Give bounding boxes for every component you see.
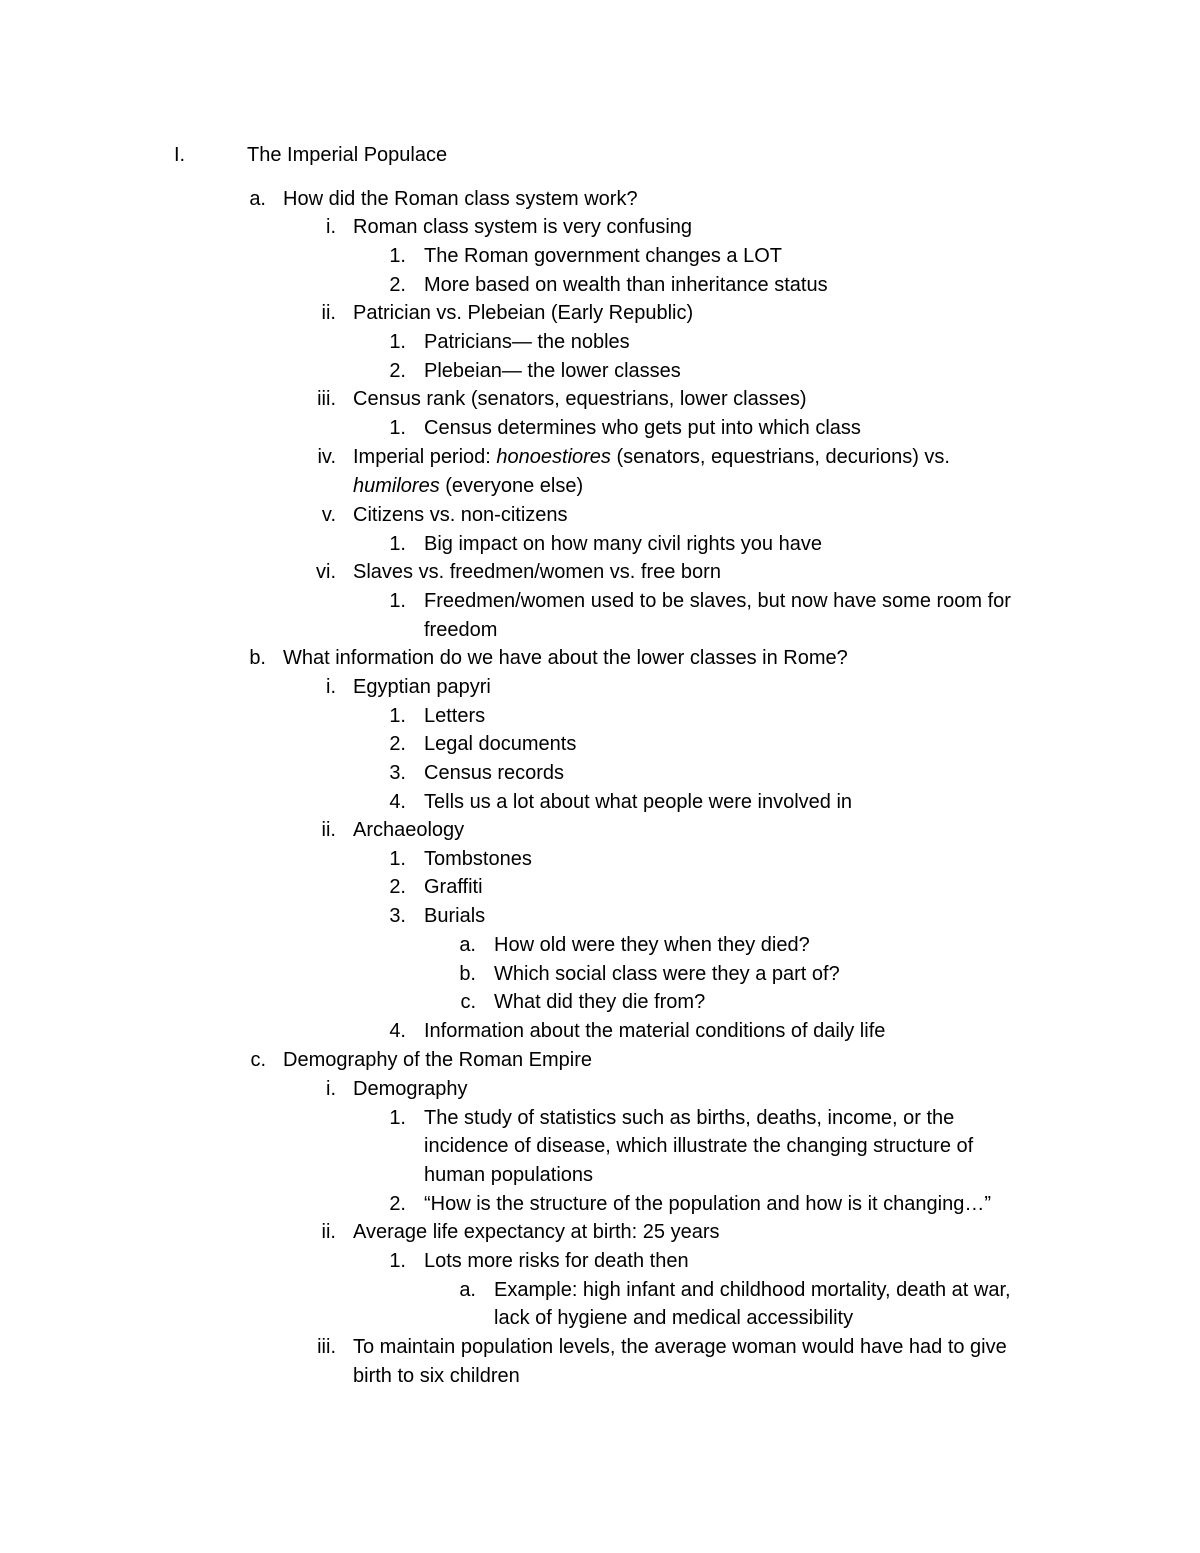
outline-number: i.: [326, 216, 336, 238]
outline-number: 1.: [389, 533, 406, 555]
outline-number: 2.: [389, 1193, 406, 1215]
outline-number: 1.: [389, 1107, 406, 1129]
outline-text: How did the Roman class system work?: [283, 188, 638, 210]
outline-text: Patricians— the nobles: [424, 331, 630, 353]
outline-text: Archaeology: [353, 819, 465, 841]
document-page: I. The Imperial Populace a. How did the Roman class system work? i. Roman class system is very confusing 1. The Roman government changes a LOT 2. More based on wealth than inheritance status ii. Patrician vs. Plebeian (Early Republic) 1. Patricians— the nobles 2. Plebeian— the lower classes iii. Census rank (senators, equestrians, lower classes) 1. Census determines who gets put into which class iv. Imperial period: honoestiores (senators, equestrians, decurions) vs. humilores (everyone else) v. Citizens vs. non-citizens 1. Big impact on how many civil rights you have vi. Slaves vs. freedmen/women vs. free born 1. Freedmen/women used to be slaves, but now have some room for freedom b. What information do we have about the lower classes in Rome? i. Egyptian papyri 1. Letters 2. Legal documents 3. Census records 4. Tells us a lot about what people were involved in ii. Archaeology 1. Tombstones 2. Graffiti 3. Burials a. How old were they when they died? b. Which social class were they a part of? c. What did they die from? 4. Information about the material conditions of daily life c. Demography of the Roman Empire i. Demography 1. The study of statistics such as births, deaths, income, or the incidence of disease, which illustrate the changing structure of human populations 2. “How is the structure of the population and how is it changing…” ii. Average life expectancy at birth: 25 years 1. Lots more risks for death then a. Example: high infant and childhood mortality, death at war, lack of hygiene and medical accessibility iii. To maintain population levels, the average woman would have had to give birth to six children: [174, 144, 1011, 1387]
outline-text: Citizens vs. non-citizens: [353, 504, 568, 526]
outline-number: c.: [250, 1049, 266, 1071]
outline-number: 4.: [389, 791, 406, 813]
outline-text: How old were they when they died?: [494, 934, 810, 956]
outline-text: Roman class system is very confusing: [353, 216, 693, 238]
outline-text: Big impact on how many civil rights you have: [424, 533, 822, 555]
outline-text: Which social class were they a part of?: [494, 963, 840, 985]
outline-text: Letters: [424, 705, 486, 727]
outline-text: Census records: [424, 762, 565, 784]
outline-text: Slaves vs. freedmen/women vs. free born: [353, 561, 721, 583]
outline-text: What information do we have about the lower classes in Rome?: [283, 647, 848, 669]
outline-text: The Roman government changes a LOT: [424, 245, 782, 267]
outline-text: Plebeian— the lower classes: [424, 360, 681, 382]
outline-text: Tells us a lot about what people were involved in: [424, 791, 853, 813]
outline-number: v.: [321, 504, 336, 526]
outline-number: 2.: [389, 360, 406, 382]
outline-number: 3.: [389, 905, 406, 927]
outline-text: Census determines who gets put into which class: [424, 417, 861, 439]
outline-number: 1.: [389, 590, 406, 612]
outline-text: Egyptian papyri: [353, 676, 491, 698]
outline-text: Patrician vs. Plebeian (Early Republic): [353, 302, 694, 324]
outline-number: i.: [326, 1078, 336, 1100]
outline-number: i.: [326, 676, 336, 698]
outline-number: iv.: [317, 446, 336, 468]
outline-text: Demography of the Roman Empire: [283, 1049, 593, 1071]
outline-number: 1.: [389, 848, 406, 870]
outline-text: Burials: [424, 905, 486, 927]
outline-number: 1.: [389, 705, 406, 727]
outline-text: Average life expectancy at birth: 25 years: [353, 1221, 720, 1243]
outline-text: Legal documents: [424, 733, 577, 755]
outline-number: 3.: [389, 762, 406, 784]
outline-text: Imperial period: honoestiores (senators, equestrians, decurions) vs.: [353, 446, 950, 468]
outline-text: What did they die from?: [494, 991, 706, 1013]
outline-text: More based on wealth than inheritance status: [424, 274, 828, 296]
outline-number: 1.: [389, 417, 406, 439]
outline-number: ii.: [321, 819, 336, 841]
outline-number: b.: [249, 647, 266, 669]
outline-text: Demography: [353, 1078, 468, 1100]
outline-number: a.: [459, 1279, 476, 1301]
outline-number: I.: [174, 144, 186, 166]
outline-number: 2.: [389, 876, 406, 898]
outline-text: Example: high infant and childhood mortality, death at war,: [494, 1279, 1011, 1301]
outline-number: ii.: [321, 302, 336, 324]
outline-text: Freedmen/women used to be slaves, but now have some room for: [424, 590, 1011, 612]
outline-text: To maintain population levels, the average woman would have had to give: [353, 1336, 1007, 1358]
outline-text: “How is the structure of the population and how is it changing…”: [424, 1193, 991, 1215]
outline-text: The study of statistics such as births, deaths, income, or the: [424, 1107, 955, 1129]
outline-text: Information about the material conditions of daily life: [424, 1020, 886, 1042]
outline-number: 4.: [389, 1020, 406, 1042]
outline-text: Lots more risks for death then: [424, 1250, 689, 1272]
outline-number: 2.: [389, 274, 406, 296]
outline-text: The Imperial Populace: [247, 144, 448, 166]
outline-number: 1.: [389, 1250, 406, 1272]
outline-number: iii.: [317, 1336, 336, 1358]
outline-number: 1.: [389, 331, 406, 353]
outline-number: c.: [460, 991, 476, 1013]
outline-number: iii.: [317, 388, 336, 410]
outline-number: 2.: [389, 733, 406, 755]
outline-number: b.: [459, 963, 476, 985]
outline-number: 1.: [389, 245, 406, 267]
outline-text: Tombstones: [424, 848, 532, 870]
outline-text: Graffiti: [424, 876, 483, 898]
outline-text: Census rank (senators, equestrians, lower classes): [353, 388, 807, 410]
outline-number: vi.: [316, 561, 336, 583]
outline-number: ii.: [321, 1221, 336, 1243]
outline-number: a.: [459, 934, 476, 956]
outline-number: a.: [249, 188, 266, 210]
